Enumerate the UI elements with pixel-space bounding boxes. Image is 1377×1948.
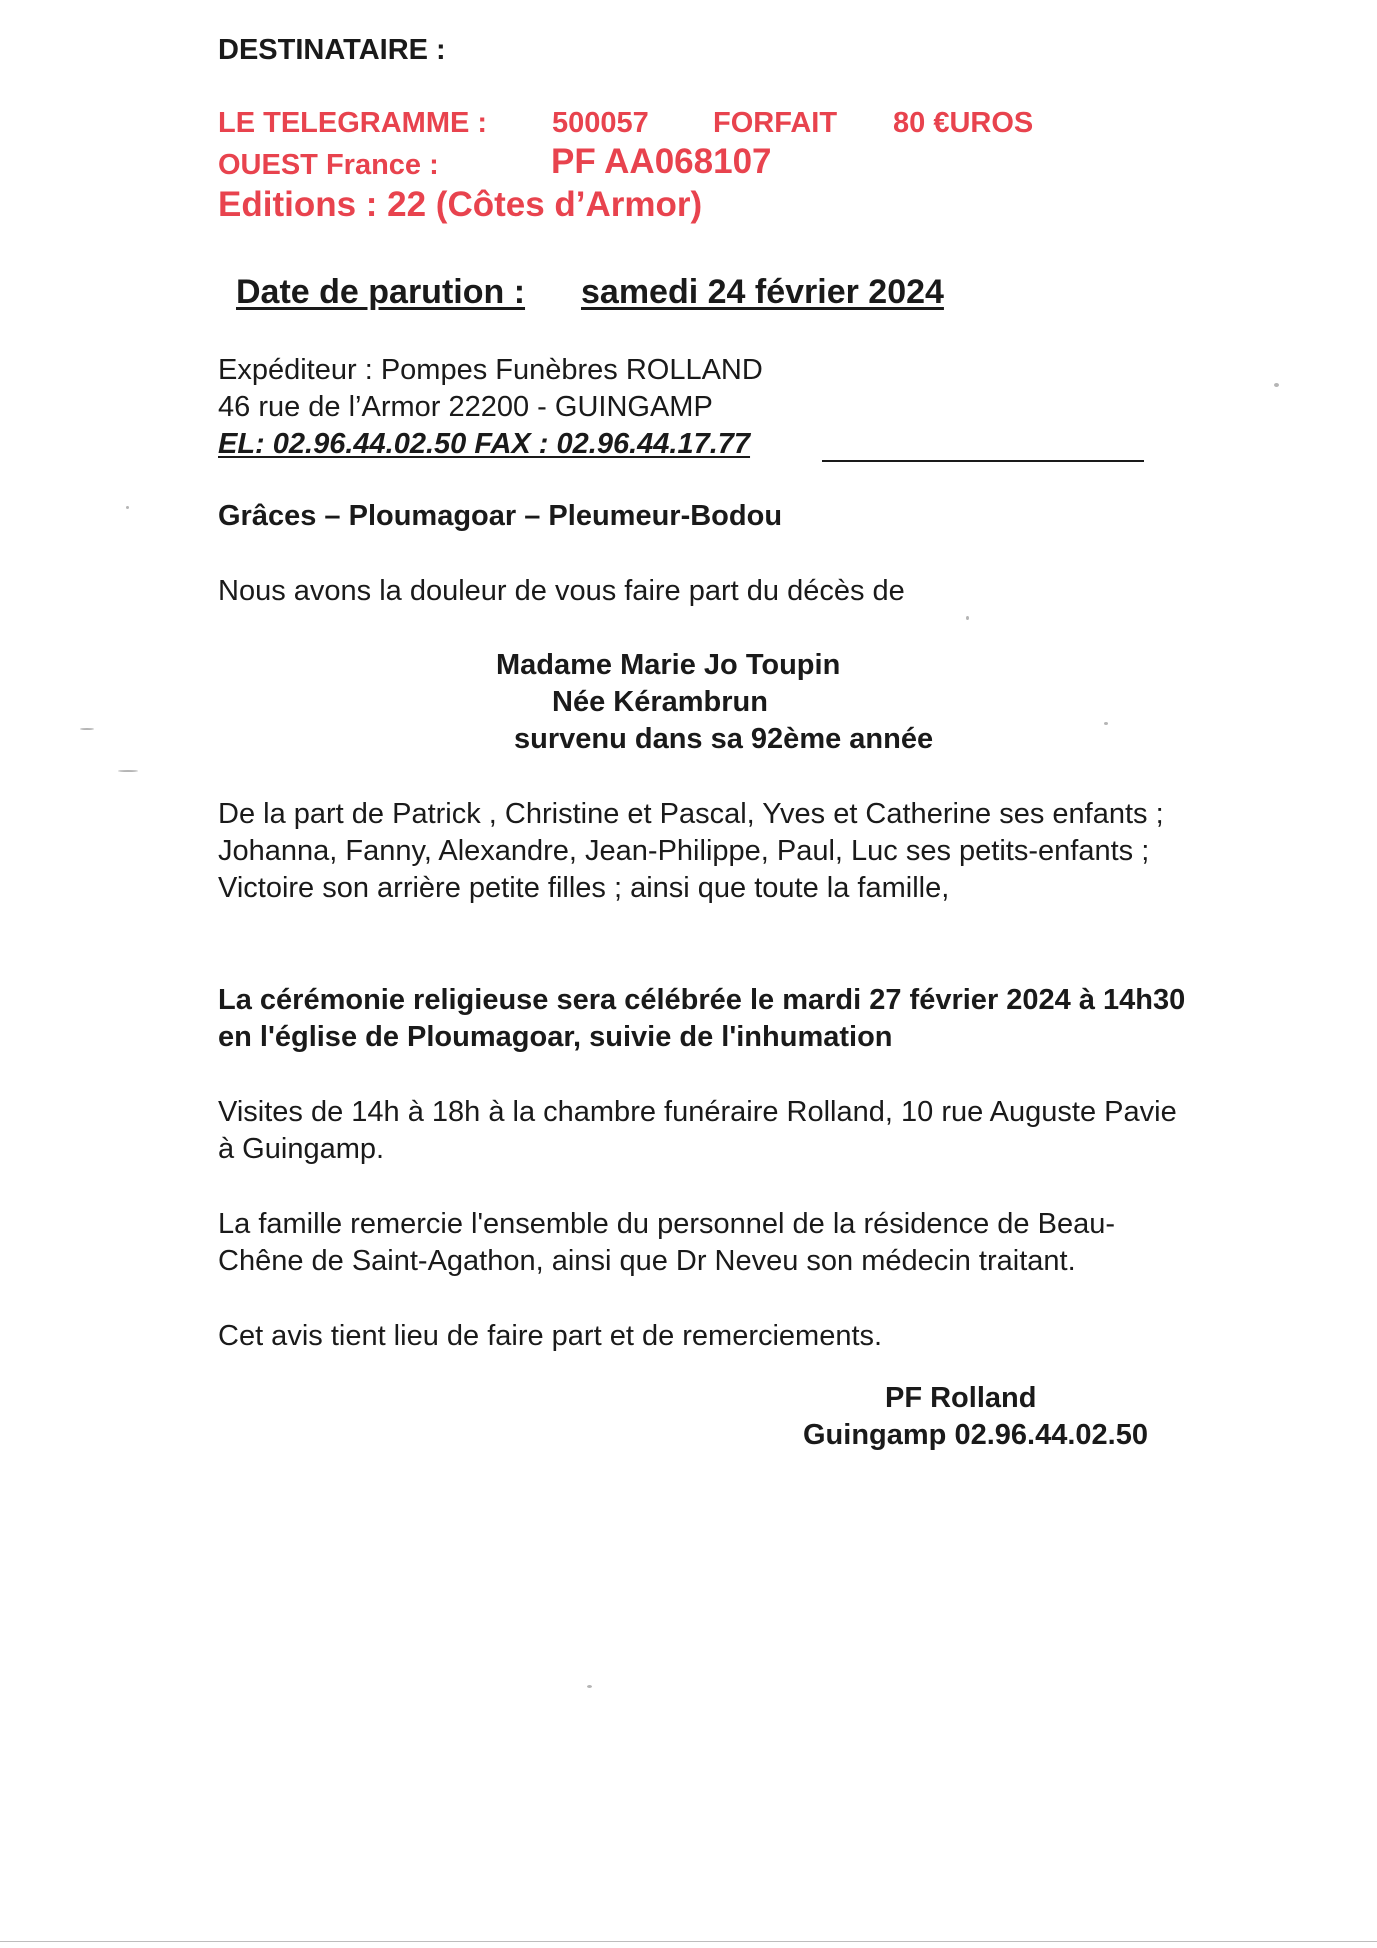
forfait-label: FORFAIT — [713, 107, 838, 139]
page-edge — [0, 1941, 1377, 1942]
publication-date-label: Date de parution : — [236, 273, 526, 311]
closing-line: Cet avis tient lieu de faire part et de remerciements. — [218, 1320, 883, 1352]
editions-line: Editions : 22 (Côtes d’Armor) — [218, 185, 703, 224]
recipient-heading: DESTINATAIRE : — [218, 34, 446, 66]
visits-line-1: Visites de 14h à 18h à la chambre funéraire Rolland, 10 rue Auguste Pavie — [218, 1096, 1177, 1128]
visits-line-2: à Guingamp. — [218, 1133, 385, 1165]
ouest-france-code: PF AA068107 — [551, 142, 772, 181]
maiden-name: Née Kérambrun — [552, 686, 768, 718]
sender-phone-fax: EL: 02.96.44.02.50 FAX : 02.96.44.17.77 — [218, 428, 751, 460]
scan-speck — [1274, 383, 1279, 387]
family-line-3: Victoire son arrière petite filles ; ainsi que toute la famille, — [218, 872, 950, 904]
thanks-line-1: La famille remercie l'ensemble du personnel de la résidence de Beau- — [218, 1208, 1115, 1240]
signature-name: PF Rolland — [885, 1382, 1037, 1414]
thanks-line-2: Chêne de Saint-Agathon, ainsi que Dr Neveu son médecin traitant. — [218, 1245, 1076, 1277]
scan-speck — [966, 616, 969, 620]
ouest-france-label: OUEST France : — [218, 149, 439, 181]
signature-rule — [822, 460, 1144, 462]
telegramme-code: 500057 — [552, 107, 649, 139]
ceremony-line-1: La cérémonie religieuse sera célébrée le mardi 27 février 2024 à 14h30 — [218, 984, 1186, 1016]
publication-date: samedi 24 février 2024 — [581, 273, 944, 311]
deceased-name: Madame Marie Jo Toupin — [496, 649, 841, 681]
family-line-1: De la part de Patrick , Christine et Pascal, Yves et Catherine ses enfants ; — [218, 798, 1164, 830]
scan-speck — [126, 506, 129, 509]
scan-speck — [80, 728, 94, 730]
sender-address: 46 rue de l’Armor 22200 - GUINGAMP — [218, 391, 713, 423]
scan-speck — [1104, 722, 1108, 725]
sender-line: Expéditeur : Pompes Funèbres ROLLAND — [218, 354, 763, 386]
signature-contact: Guingamp 02.96.44.02.50 — [803, 1419, 1148, 1451]
forfait-price: 80 €UROS — [893, 107, 1034, 139]
intro-line: Nous avons la douleur de vous faire part du décès de — [218, 575, 905, 607]
ceremony-line-2: en l'église de Ploumagoar, suivie de l'inhumation — [218, 1021, 893, 1053]
telegramme-label: LE TELEGRAMME : — [218, 107, 488, 139]
age-line: survenu dans sa 92ème année — [514, 723, 934, 755]
family-line-2: Johanna, Fanny, Alexandre, Jean-Philippe, Paul, Luc ses petits-enfants ; — [218, 835, 1150, 867]
scan-speck — [587, 1685, 592, 1688]
scan-speck — [118, 770, 138, 772]
places-line: Grâces – Ploumagoar – Pleumeur-Bodou — [218, 500, 783, 532]
